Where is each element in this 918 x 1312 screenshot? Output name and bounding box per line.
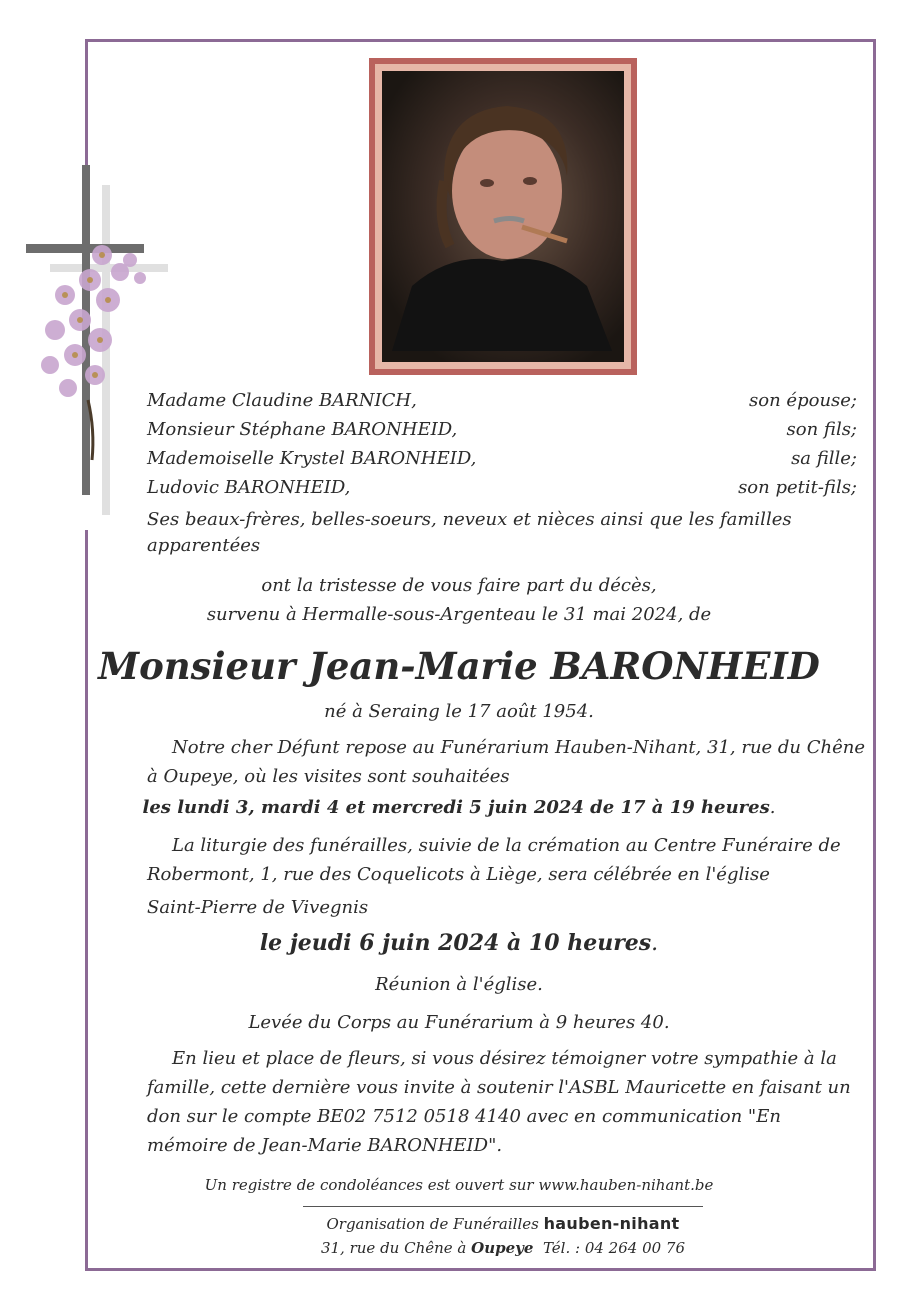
- liturgy-line: Saint-Pierre de Vivegnis: [147, 897, 369, 918]
- family-relation: son épouse;: [749, 390, 857, 411]
- family-name: Ludovic BARONHEID,: [147, 477, 351, 498]
- condolence-register: Un registre de condoléances est ouvert sur www.hauben-nihant.be: [204, 1176, 714, 1194]
- family-relation: son petit-fils;: [738, 477, 857, 498]
- footer-address-prefix: 31, rue du Chêne à: [320, 1239, 472, 1257]
- reunion-note: Réunion à l'église.: [375, 974, 543, 995]
- flowers-line: famille, cette dernière vous invite à soutenir l'ASBL Mauricette en faisant un: [147, 1077, 851, 1098]
- liturgy-line: Robermont, 1, rue des Coquelicots à Liège, sera célébrée en l'église: [147, 864, 770, 885]
- ceremony-date-end: .: [651, 931, 659, 956]
- birth-info: né à Seraing le 17 août 1954.: [324, 701, 594, 722]
- footer-divider: [303, 1206, 703, 1207]
- family-relation: son fils;: [786, 419, 857, 440]
- brand-logo: hauben-nihant: [543, 1214, 680, 1233]
- flowers-line: En lieu et place de fleurs, si vous désirez témoigner votre sympathie à la: [172, 1048, 837, 1069]
- visit-times-bold: les lundi 3, mardi 4 et mercredi 5 juin 2024 de 17 à 19 heures: [142, 797, 770, 818]
- flowers-line: don sur le compte BE02 7512 0518 4140 avec en communication "En: [147, 1106, 781, 1127]
- family-row: [147, 390, 857, 418]
- portrait-frame: [369, 58, 637, 375]
- portrait-photo: [382, 71, 624, 362]
- family-relation: sa fille;: [791, 448, 857, 469]
- flowers-line: mémoire de Jean-Marie BARONHEID".: [147, 1135, 503, 1156]
- footer-address: [0, 1234, 918, 1262]
- deceased-name: Monsieur Jean-Marie BARONHEID: [98, 644, 820, 688]
- extended-family-line: Ses beaux-frères, belles-soeurs, neveux et nièces ainsi que les familles: [147, 509, 792, 530]
- visit-times: [0, 794, 918, 822]
- footer-org-prefix: Organisation de Funérailles: [326, 1215, 544, 1233]
- rest-line: à Oupeye, où les visites sont souhaitées: [147, 766, 510, 787]
- ceremony-date-bold: le jeudi 6 juin 2024 à 10 heures: [259, 930, 652, 956]
- rest-line: Notre cher Défunt repose au Funérarium Hauben-Nihant, 31, rue du Chêne: [172, 737, 866, 758]
- family-row: [147, 448, 857, 476]
- family-row: [147, 419, 857, 447]
- family-name: Monsieur Stéphane BARONHEID,: [147, 419, 458, 440]
- announce-line: survenu à Hermalle-sous-Argenteau le 31 mai 2024, de: [206, 604, 712, 625]
- levee-note: Levée du Corps au Funérarium à 9 heures 40.: [248, 1012, 670, 1033]
- family-row: [147, 477, 857, 505]
- liturgy-line: La liturgie des funérailles, suivie de la crémation au Centre Funéraire de: [172, 835, 841, 856]
- ceremony-date: [0, 929, 918, 958]
- family-name: Madame Claudine BARNICH,: [147, 390, 417, 411]
- extended-family-line: apparentées: [147, 535, 261, 556]
- announce-line: ont la tristesse de vous faire part du décès,: [261, 575, 657, 596]
- footer-tel: Tél. : 04 264 00 76: [533, 1239, 686, 1257]
- family-name: Mademoiselle Krystel BARONHEID,: [147, 448, 477, 469]
- visit-times-end: .: [769, 797, 776, 818]
- footer-town: Oupeye: [471, 1239, 534, 1257]
